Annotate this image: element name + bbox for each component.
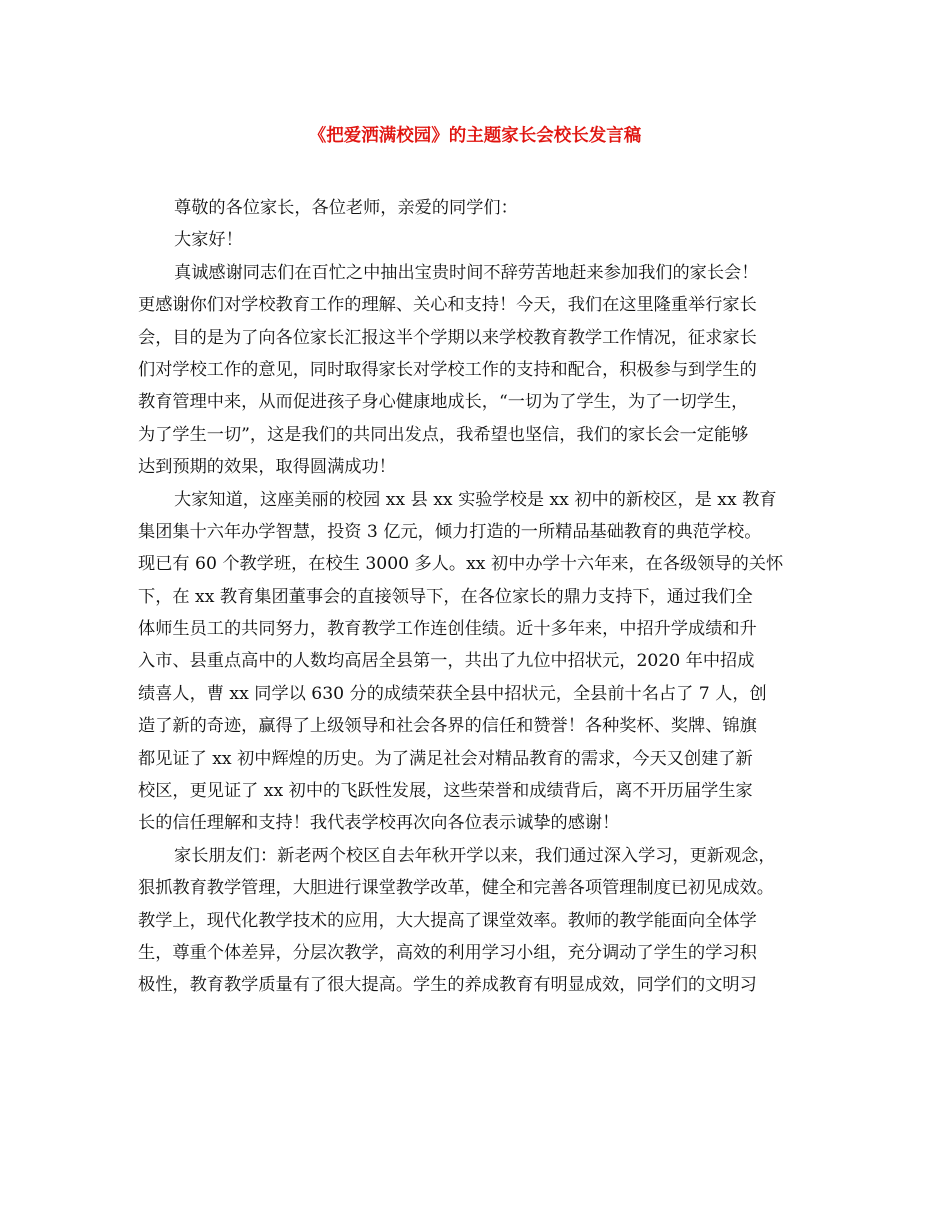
document-body [138, 192, 838, 1002]
body-line: 教学上，现代化教学技术的应用，大大提高了课堂效率。教师的教学能面向全体学 [138, 910, 757, 931]
body-line: 入市、县重点高中的人数均高居全县第一，共出了九位中招状元，2020 年中招成 [138, 651, 755, 672]
body-line: 尊敬的各位家长，各位老师，亲爱的同学们： [174, 198, 518, 218]
body-line: 校区，更见证了 xx 初中的飞跃性发展，这些荣誉和成绩背后，离不开历届学生家 [138, 781, 753, 802]
body-line: 造了新的奇迹，赢得了上级领导和社会各界的信任和赞誉！各种奖杯、奖牌、锦旗 [138, 716, 757, 737]
body-line: 体师生员工的共同努力，教育教学工作连创佳绩。近十多年来，中招升学成绩和升 [138, 619, 757, 640]
body-line: 真诚感谢同志们在百忙之中抽出宝贵时间不辞劳苦地赶来参加我们的家长会！ [174, 262, 759, 283]
body-line: 们对学校工作的意见，同时取得家长对学校工作的支持和配合，积极参与到学生的 [138, 359, 757, 380]
body-line: 下，在 xx 教育集团董事会的直接领导下，在各位家长的鼎力支持下，通过我们全 [138, 586, 753, 607]
body-line: 家长朋友们：新老两个校区自去年秋开学以来，我们通过深入学习，更新观念， [174, 845, 776, 866]
body-line: 为了学生一切”，这是我们的共同出发点，我希望也坚信，我们的家长会一定能够 [138, 424, 749, 445]
document-title: 《把爱洒满校园》的主题家长会校长发言稿 [308, 126, 642, 146]
body-line: 狠抓教育教学管理，大胆进行课堂教学改革，健全和完善各项管理制度已初见成效。 [138, 878, 774, 899]
body-line: 更感谢你们对学校教育工作的理解、关心和支持！今天，我们在这里隆重举行家长 [138, 295, 757, 316]
body-line: 都见证了 xx 初中辉煌的历史。为了满足社会对精品教育的需求，今天又创建了新 [138, 748, 753, 769]
body-line: 集团集十六年办学智慧，投资 3 亿元，倾力打造的一所精品基础教育的典范学校。 [138, 521, 762, 542]
body-line: 绩喜人，曹 xx 同学以 630 分的成绩荣获全县中招状元，全县前十名占了 7 人，创 [138, 683, 767, 704]
body-line: 生，尊重个体差异，分层次教学，高效的利用学习小组，充分调动了学生的学习积 [138, 942, 757, 963]
body-line: 现已有 60 个教学班，在校生 3000 多人。xx 初中办学十六年来，在各级领导的关怀 [138, 554, 784, 575]
body-line: 大家知道，这座美丽的校园 xx 县 xx 实验学校是 xx 初中的新校区，是 xx 教育 [174, 489, 777, 510]
body-line: 极性，教育教学质量有了很大提高。学生的养成教育有明显成效，同学们的文明习 [138, 975, 757, 996]
body-line: 会，目的是为了向各位家长汇报这半个学期以来学校教育教学工作情况，征求家长 [138, 327, 757, 348]
body-line: 长的信任理解和支持！我代表学校再次向各位表示诚挚的感谢！ [138, 813, 620, 834]
body-line: 大家好！ [174, 230, 243, 251]
body-line: 教育管理中来，从而促进孩子身心健康地成长，“一切为了学生，为了一切学生， [138, 392, 749, 413]
body-line: 达到预期的效果，取得圆满成功！ [138, 457, 396, 478]
